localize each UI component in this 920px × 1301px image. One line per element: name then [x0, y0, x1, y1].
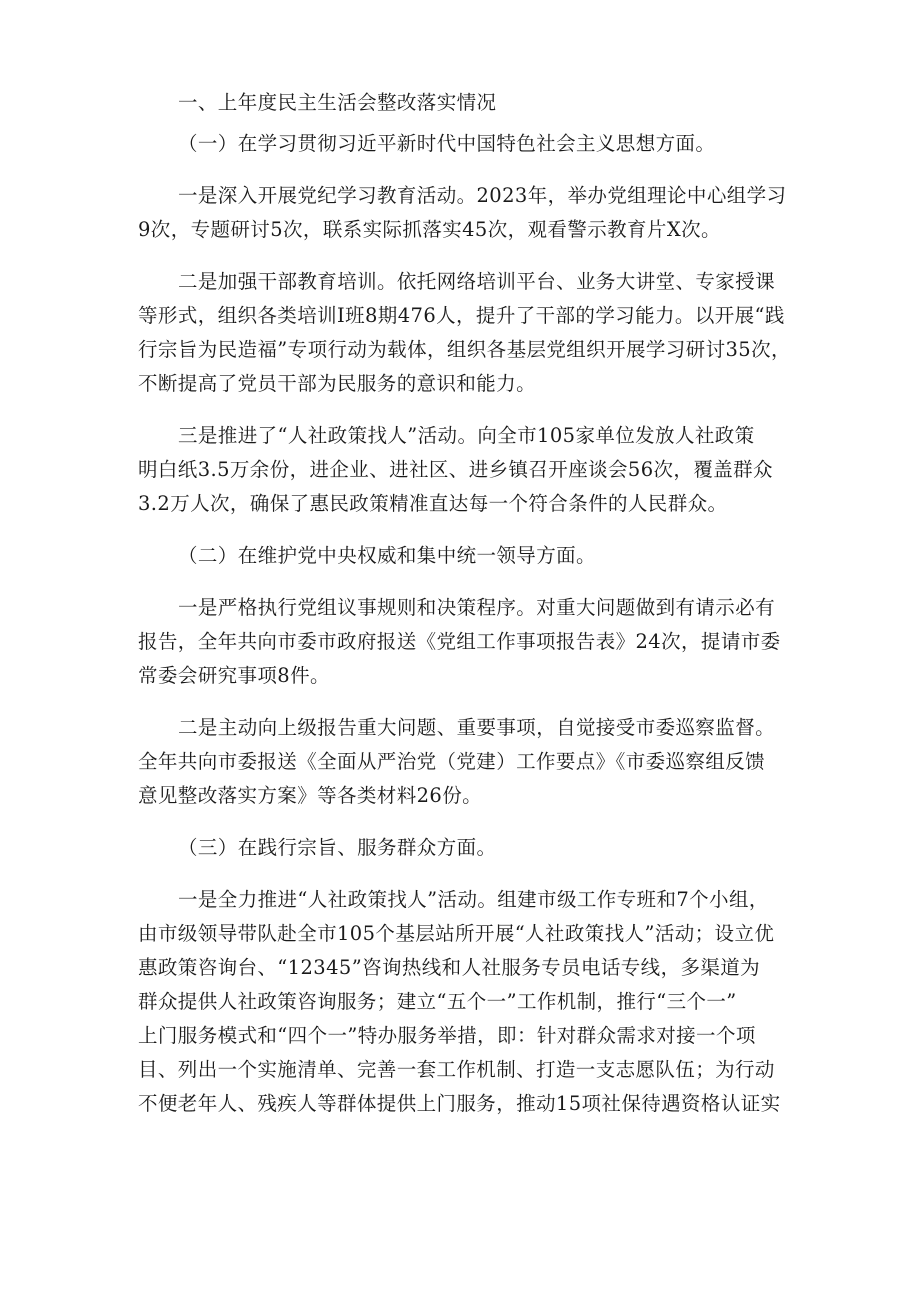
paragraph-line: 一是深入开展党纪学习教育活动。2023年，举办党组理论中心组学习: [178, 184, 787, 207]
paragraph: [138, 591, 800, 693]
paragraph: [138, 883, 800, 1121]
paragraph-line: 三是推进了“人社政策找人”活动。向全市105家单位发放人社政策: [178, 424, 755, 447]
paragraph-line: 目、列出一个实施清单、完善一套工作机制、打造一支志愿队伍；为行动: [138, 1058, 775, 1081]
paragraph-line: 由市级领导带队赴全市105个基层站所开展“人社政策找人”活动；设立优: [138, 922, 775, 945]
part-1: [138, 127, 800, 521]
part-heading: （一）在学习贯彻习近平新时代中国特色社会主义思想方面。: [178, 132, 716, 155]
paragraph: [138, 179, 800, 247]
paragraph-line: 3.2万人次，确保了惠民政策精准直达每一个符合条件的人民群众。: [138, 492, 728, 515]
paragraph-line: 二是主动向上级报告重大问题、重要事项，自觉接受市委巡察监督。: [178, 716, 776, 739]
paragraph-line: 群众提供人社政策咨询服务；建立“五个一”工作机制，推行“三个一”: [138, 990, 737, 1013]
part-2: [138, 539, 800, 813]
paragraph-line: 全年共向市委报送《全面从严治党（党建）工作要点》《市委巡察组反馈: [138, 750, 766, 773]
paragraph-line: 二是加强干部教育培训。依托网络培训平台、业务大讲堂、专家授课: [178, 270, 776, 293]
part-heading: （三）在践行宗旨、服务群众方面。: [178, 836, 497, 859]
paragraph-line: 意见整改落实方案》等各类材料26份。: [138, 784, 483, 807]
paragraph-line: 报告，全年共向市委市政府报送《党组工作事项报告表》24次，提请市委: [138, 630, 781, 653]
paragraph: [138, 419, 800, 521]
section-title: 一、上年度民主生活会整改落实情况: [178, 91, 497, 114]
paragraph-line: 一是严格执行党组议事规则和决策程序。对重大问题做到有请示必有: [178, 596, 776, 619]
paragraph-line: 等形式，组织各类培训I班8期476人，提升了干部的学习能力。以开展“践: [138, 304, 785, 327]
paragraph-line: 常委会研究事项8件。: [138, 664, 330, 687]
paragraph-line: 上门服务模式和“四个一”特办服务举措，即：针对群众需求对接一个项: [138, 1024, 756, 1047]
paragraph-line: 行宗旨为民造福”专项行动为载体，组织各基层党组织开展学习研讨35次，: [138, 338, 791, 361]
paragraph-line: 惠政策咨询台、“12345”咨询热线和人社服务专员电话专线，多渠道为: [138, 956, 761, 979]
paragraph-line: 一是全力推进“人社政策找人”活动。组建市级工作专班和7个小组，: [178, 888, 769, 911]
paragraph: [138, 711, 800, 813]
paragraph: [138, 265, 800, 401]
paragraph-line: 不便老年人、残疾人等群体提供上门服务，推动15项社保待遇资格认证实: [138, 1092, 781, 1115]
paragraph-line: 9次，专题研讨5次，联系实际抓落实45次，观看警示教育片X次。: [138, 218, 721, 241]
paragraph-line: 不断提高了党员干部为民服务的意识和能力。: [138, 372, 537, 395]
part-3: [138, 831, 800, 1121]
part-heading: （二）在维护党中央权威和集中统一领导方面。: [178, 544, 596, 567]
paragraph-line: 明白纸3.5万余份，进企业、进社区、进乡镇召开座谈会56次，覆盖群众: [138, 458, 773, 481]
